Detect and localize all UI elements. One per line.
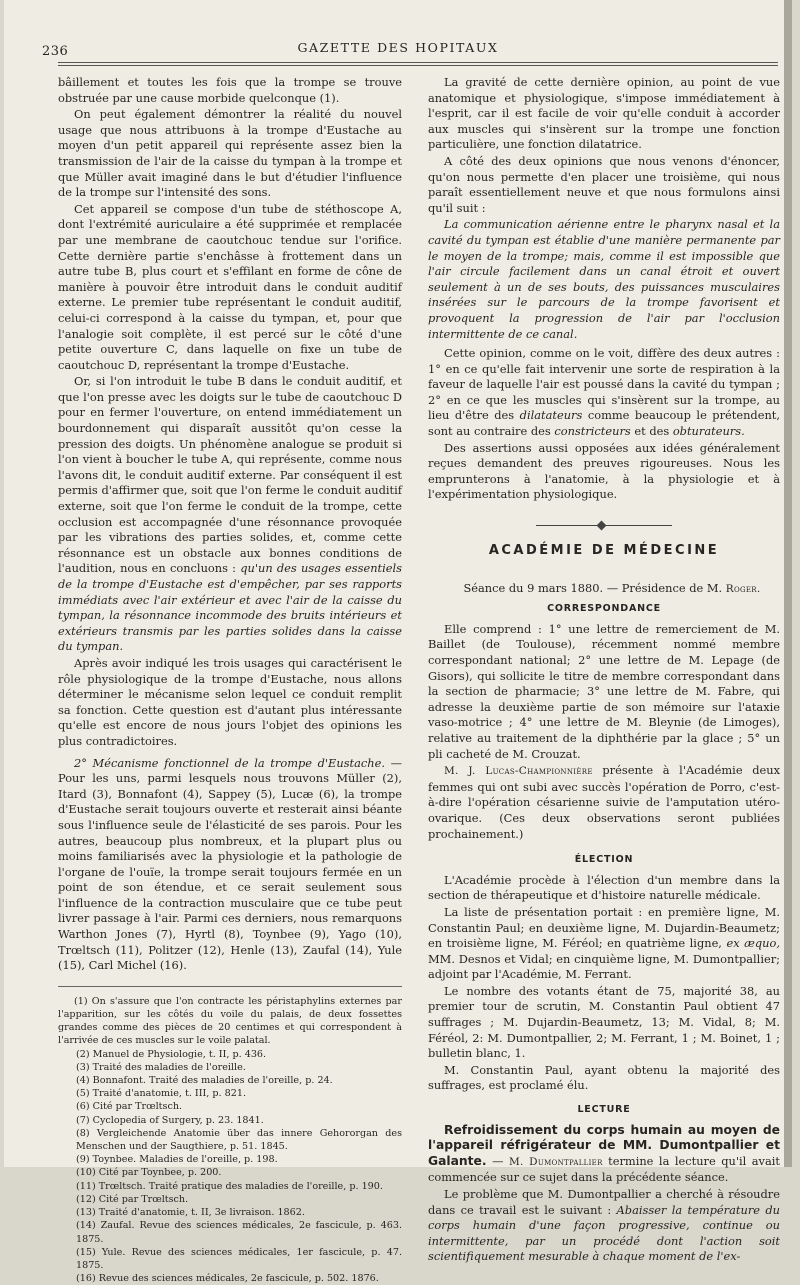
footnote: (5) Traité d'anatomie, t. III, p. 821. [76, 1088, 246, 1100]
speaker-name: M. Dumontpallier [508, 1155, 603, 1168]
paragraph: M. Constantin Paul, ayant obtenu la majorité des suffrages, est proclamé élu. [428, 1062, 780, 1093]
thesis-italic: La communication aérienne entre le pharynx nasal et la cavité du tympan est établie d'une manière permanente par le moyen de la trompe; mais, comme il est impossible que l'air circule facilement dans un canal étroit et ouvert seulement à un de ses bouts, des puissances musculaires insérées sur le parcours de la trompe favorisent et provoquent la progression de l'air par l'occlusion intermittente de ce canal. [428, 217, 780, 341]
term-italic: obturateurs. [672, 424, 745, 439]
section-heading: 2° Mécanisme fonctionnel de la trompe d'Eustache. [74, 755, 385, 770]
footnote: (14) Zaufal. Revue des sciences médicales, 2e fascicule, p. 463. 1875. [76, 1220, 402, 1245]
paragraph: Elle comprend : 1° une lettre de remerciement de M. Baillet (de Toulouse), récemment nommé membre correspondant national; 2° une lettre de M. Lepage (de Gisors), qui sollicite le titre de membre correspondant dans la section de pharmacie; 3° une lettre de M. Fabre, qui adresse la deuxième partie de son mémoire sur l'ataxie vaso-motrice ; 4° une lettre de M. Bleynie (de Limoges), relative au traitement de la diphthérie par la glace ; 5° un pli cacheté de M. Crouzat. [428, 621, 780, 761]
page-number: 236 [42, 44, 69, 59]
footnote: (16) Revue des sciences médicales, 2e fascicule, p. 502. 1876. [76, 1273, 379, 1285]
footnote: (2) Manuel de Physiologie, t. II, p. 436. [76, 1048, 267, 1060]
conclusion-italic: qu'un des usages essentiels de la trompe d'Eustache est d'empêcher, par ses rapports immédiats avec l'air extérieur et avec l'air de la caisse du tympan, la résonnance incommode des bruits intérieurs et extérieurs transmis par les parties solides dans la caisse du tympan. [58, 561, 402, 654]
footnote: (6) Cité par Trœltsch. [76, 1101, 183, 1113]
footnote: (8) Vergleichende Anatomie über das innere Gehororgan des Menschen und der Saugthiere, p. 51. 1845. [76, 1127, 402, 1153]
footnotes [58, 995, 402, 1285]
paragraph: Après avoir indiqué les trois usages qui caractérisent le rôle physiologique de la trompe d'Eustache, nous allons déterminer le mécanisme selon lequel ce conduit remplit sa fonction. Cette question est d'autant plus intéressante qu'elle est encore de nous jours l'objet des opinions les plus contradictoires. [58, 655, 402, 748]
footnote: (11) Trœltsch. Traité pratique des maladies de l'oreille, p. 190. [76, 1180, 383, 1192]
footnote: (7) Cyclopedia of Surgery, p. 23. 1841. [76, 1114, 264, 1126]
footnote: (1) On s'assure que l'on contracte les péristaphylins externes par l'apparition, sur les côtés du voile du palais, de deux fossettes grandes comme des pièces de 20 centimes et qui correspondent à l'arrivée de ces muscles sur le voile palatal. [58, 995, 402, 1047]
footnote: (9) Toynbee. Maladies de l'oreille, p. 198. [76, 1154, 278, 1166]
footnote: (3) Traité des maladies de l'oreille. [76, 1061, 246, 1073]
paragraph: bâillement et toutes les fois que la trompe se trouve obstruée par une cause morbide quelconque (1). [58, 75, 402, 105]
speaker-name: M. J. Lucas-Championnière [444, 765, 593, 778]
seance-line [428, 581, 780, 598]
term-italic: ex æquo, [726, 936, 780, 951]
paragraph: L'Académie procède à l'élection d'un membre dans la section de thérapeutique et d'histoire naturelle médicale. [428, 872, 780, 903]
paragraph-text: comme beaucoup le prétendent, sont au contraire des [428, 408, 780, 439]
paragraph: Des assertions aussi opposées aux idées généralement reçues demandent des preuves rigoureuses. Nous les emprunterons à l'anatomie, à la physiologie et à l'expérimentation physiologique. [428, 440, 780, 502]
paragraph [428, 1187, 780, 1265]
subheading: LECTURE [577, 1104, 631, 1116]
header-rule-top [58, 62, 778, 63]
paragraph [428, 1123, 780, 1186]
section-ornament [428, 517, 780, 525]
footnote: (13) Traité d'anatomie, t. II, 3e livraison. 1862. [76, 1207, 305, 1219]
newspaper-page [4, 0, 792, 1285]
paragraph-text: et des [634, 424, 670, 439]
paragraph [58, 374, 402, 655]
footnote: (15) Yule. Revue des sciences médicales, 1er fascicule, p. 47. 1875. [76, 1246, 402, 1271]
footnote: (10) Cité par Toynbee, p. 200. [76, 1167, 222, 1179]
paragraph-text: MM. Desnos et Vidal; en cinquième ligne, M. Dumontpallier; adjoint par l'Académie, M. Ferrant. [428, 951, 780, 982]
paragraph-text: Le problème que M. Dumontpallier a cherché à résoudre dans ce travail est le suivant : [428, 1187, 780, 1217]
president-name: Roger. [725, 582, 761, 595]
subheading: ÉLECTION [574, 854, 634, 866]
paragraph-text: Or, si l'on introduit le tube B dans le conduit auditif, et que l'on presse avec les doigts sur le tube de caoutchouc D pour en fermer l'ouverture, on entend immédiatement un bourdonnement qui disparaît aussitôt qu'on cesse la pression des doigts. Un phénomène analogue se produit si l'on vient à boucher le tube A, qui représente, comme nous l'avons dit, le conduit auditif externe. Par conséquent il est permis d'affirmer que, soit que l'on ferme le conduit auditif externe, soit que l'on ferme le conduit de la trompe, cette occlusion est accompagnée d'une résonnance provoquée par les vibrations des parties solides, et, comme cette résonnance est un obstacle aux bonnes conditions de l'audition, nous en concluons : [58, 374, 402, 576]
running-title: GAZETTE DES HOPITAUX [297, 40, 499, 55]
paragraph: La gravité de cette dernière opinion, au point de vue anatomique et physiologique, s'impose immédiatement à l'esprit, car il est facile de voir qu'elle conduit à accorder aux muscles qui s'insèrent sur la trompe une fonction particulière, une fonction dilatatrice. [428, 75, 780, 152]
lecture-title: Refroidissement du corps humain au moyen de l'appareil réfrigérateur de MM. Dumontpallier et Galante. [428, 1122, 780, 1168]
paragraph: Le nombre des votants étant de 75, majorité 38, au premier tour de scrutin, M. Constantin Paul obtient 47 suffrages ; M. Dujardin-Beaumetz, 13; M. Vidal, 8; M. Féréol, 2: M. Dumontpallier, 2; M. Ferrant, 1 ; M. Boinet, 1 ; bulletin blanc, 1. [428, 983, 780, 1061]
section-title: ACADÉMIE DE MÉDECINE [488, 543, 720, 559]
problem-italic: Abaisser la température du corps humain d'une façon progressive, continue ou intermittente, par un procédé dont l'action soit scientifiquement mesurable à chaque moment de l'ex- [428, 1202, 780, 1264]
header-rule-bottom [58, 65, 778, 66]
paragraph-text: termine la lecture qu'il avait commencée sur ce sujet dans la précédente séance. [428, 1153, 780, 1185]
paragraph-text: La liste de présentation portait : en première ligne, M. Constantin Paul; en deuxième ligne, M. Dujardin-Beaumetz; en troisième ligne, M. Féréol; en quatrième ligne, [428, 904, 780, 951]
subheading: CORRESPONDANCE [547, 603, 661, 615]
paragraph-text: — Pour les uns, parmi lesquels nous trouvons Müller (2), Itard (3), Bonnafont (4), Sappey (5), Lucæ (6), la trompe d'Eustache serait toujours ouverte et resterait ainsi béante sous l'influence seule de l'élasticité de ses parois. Pour les autres, beaucoup plus nombreux, et la plupart plus ou moins familiarisés avec la physiologie et la pathologie de l'organe de l'ouïe, la trompe serait toujours fermée en un point de son étendue, et ce serait seulement sous l'influence de la contraction musculaire que ce tube peut livrer passage à l'air. Parmi ces derniers, nous remarquons Warthon Jones (7), Hyrtl (8), Toynbee (9), Yago (10), Trœltsch (11), Politzer (12), Henle (13), Zaufal (14), Yule (15), Carl Michel (16). [58, 755, 402, 973]
term-italic: dilatateurs [519, 408, 583, 423]
paragraph [428, 763, 780, 842]
seance-text: Séance du 9 mars 1880. — Présidence de M. [463, 580, 723, 595]
paragraph: On peut également démontrer la réalité du nouvel usage que nous attribuons à la trompe d'Eustache au moyen d'un petit appareil qui représente assez bien la transmission de l'air de la caisse du tympan à la trompe et que Müller avait imaginé dans le but d'étudier l'influence de la trompe sur l'intensité des sons. [58, 107, 402, 200]
footnote-rule [58, 986, 402, 987]
paragraph: A côté des deux opinions que nous venons d'énoncer, qu'on nous permette d'en placer une troisième, qui nous paraît essentiellement neuve et que nous formulons ainsi qu'il suit : [428, 153, 780, 215]
footnote: (4) Bonnafont. Traité des maladies de l'oreille, p. 24. [76, 1075, 333, 1087]
paragraph-text: Cette opinion, comme on le voit, diffère des deux autres : 1° en ce qu'elle fait intervenir une sorte de respiration à la faveur de laquelle l'air est poussé dans la cavité du tympan ; 2° en ce que les muscles qui s'insèrent sur la trompe, au lieu d'être des [428, 346, 780, 423]
left-column [58, 75, 402, 1285]
term-italic: constricteurs [554, 424, 631, 439]
footnote: (12) Cité par Trœltsch. [76, 1193, 189, 1205]
paragraph: Cet appareil se compose d'un tube de stéthoscope A, dont l'extrémité auriculaire a été supprimée et remplacée par une membrane de caoutchouc tendue sur l'orifice. Cette dernière partie s'enchâsse à frottement dans un autre tube B, plus court et s'effilant en forme de cône de manière à pouvoir être introduit dans le conduit auditif externe. Le premier tube représentant le conduit auditif, celui-ci correspond à la caisse du tympan, et, pour que l'analogie soit complète, il est percé sur le côté d'une petite ouverture C, dans laquelle on fixe un tube de caoutchouc D, représentant la trompe d'Eustache. [58, 201, 402, 372]
paragraph [58, 756, 402, 974]
paragraph [428, 905, 780, 983]
page-edge [784, 0, 792, 1167]
dash: — [492, 1153, 504, 1168]
right-column [428, 75, 780, 1266]
paragraph-text: présente à l'Académie deux femmes qui ont subi avec succès l'opération de Porro, c'est-à-dire l'opération césarienne suivie de l'amputation utéro-ovarique. (Ces deux observations seront publiées prochainement.) [428, 763, 780, 841]
paragraph [428, 346, 780, 440]
